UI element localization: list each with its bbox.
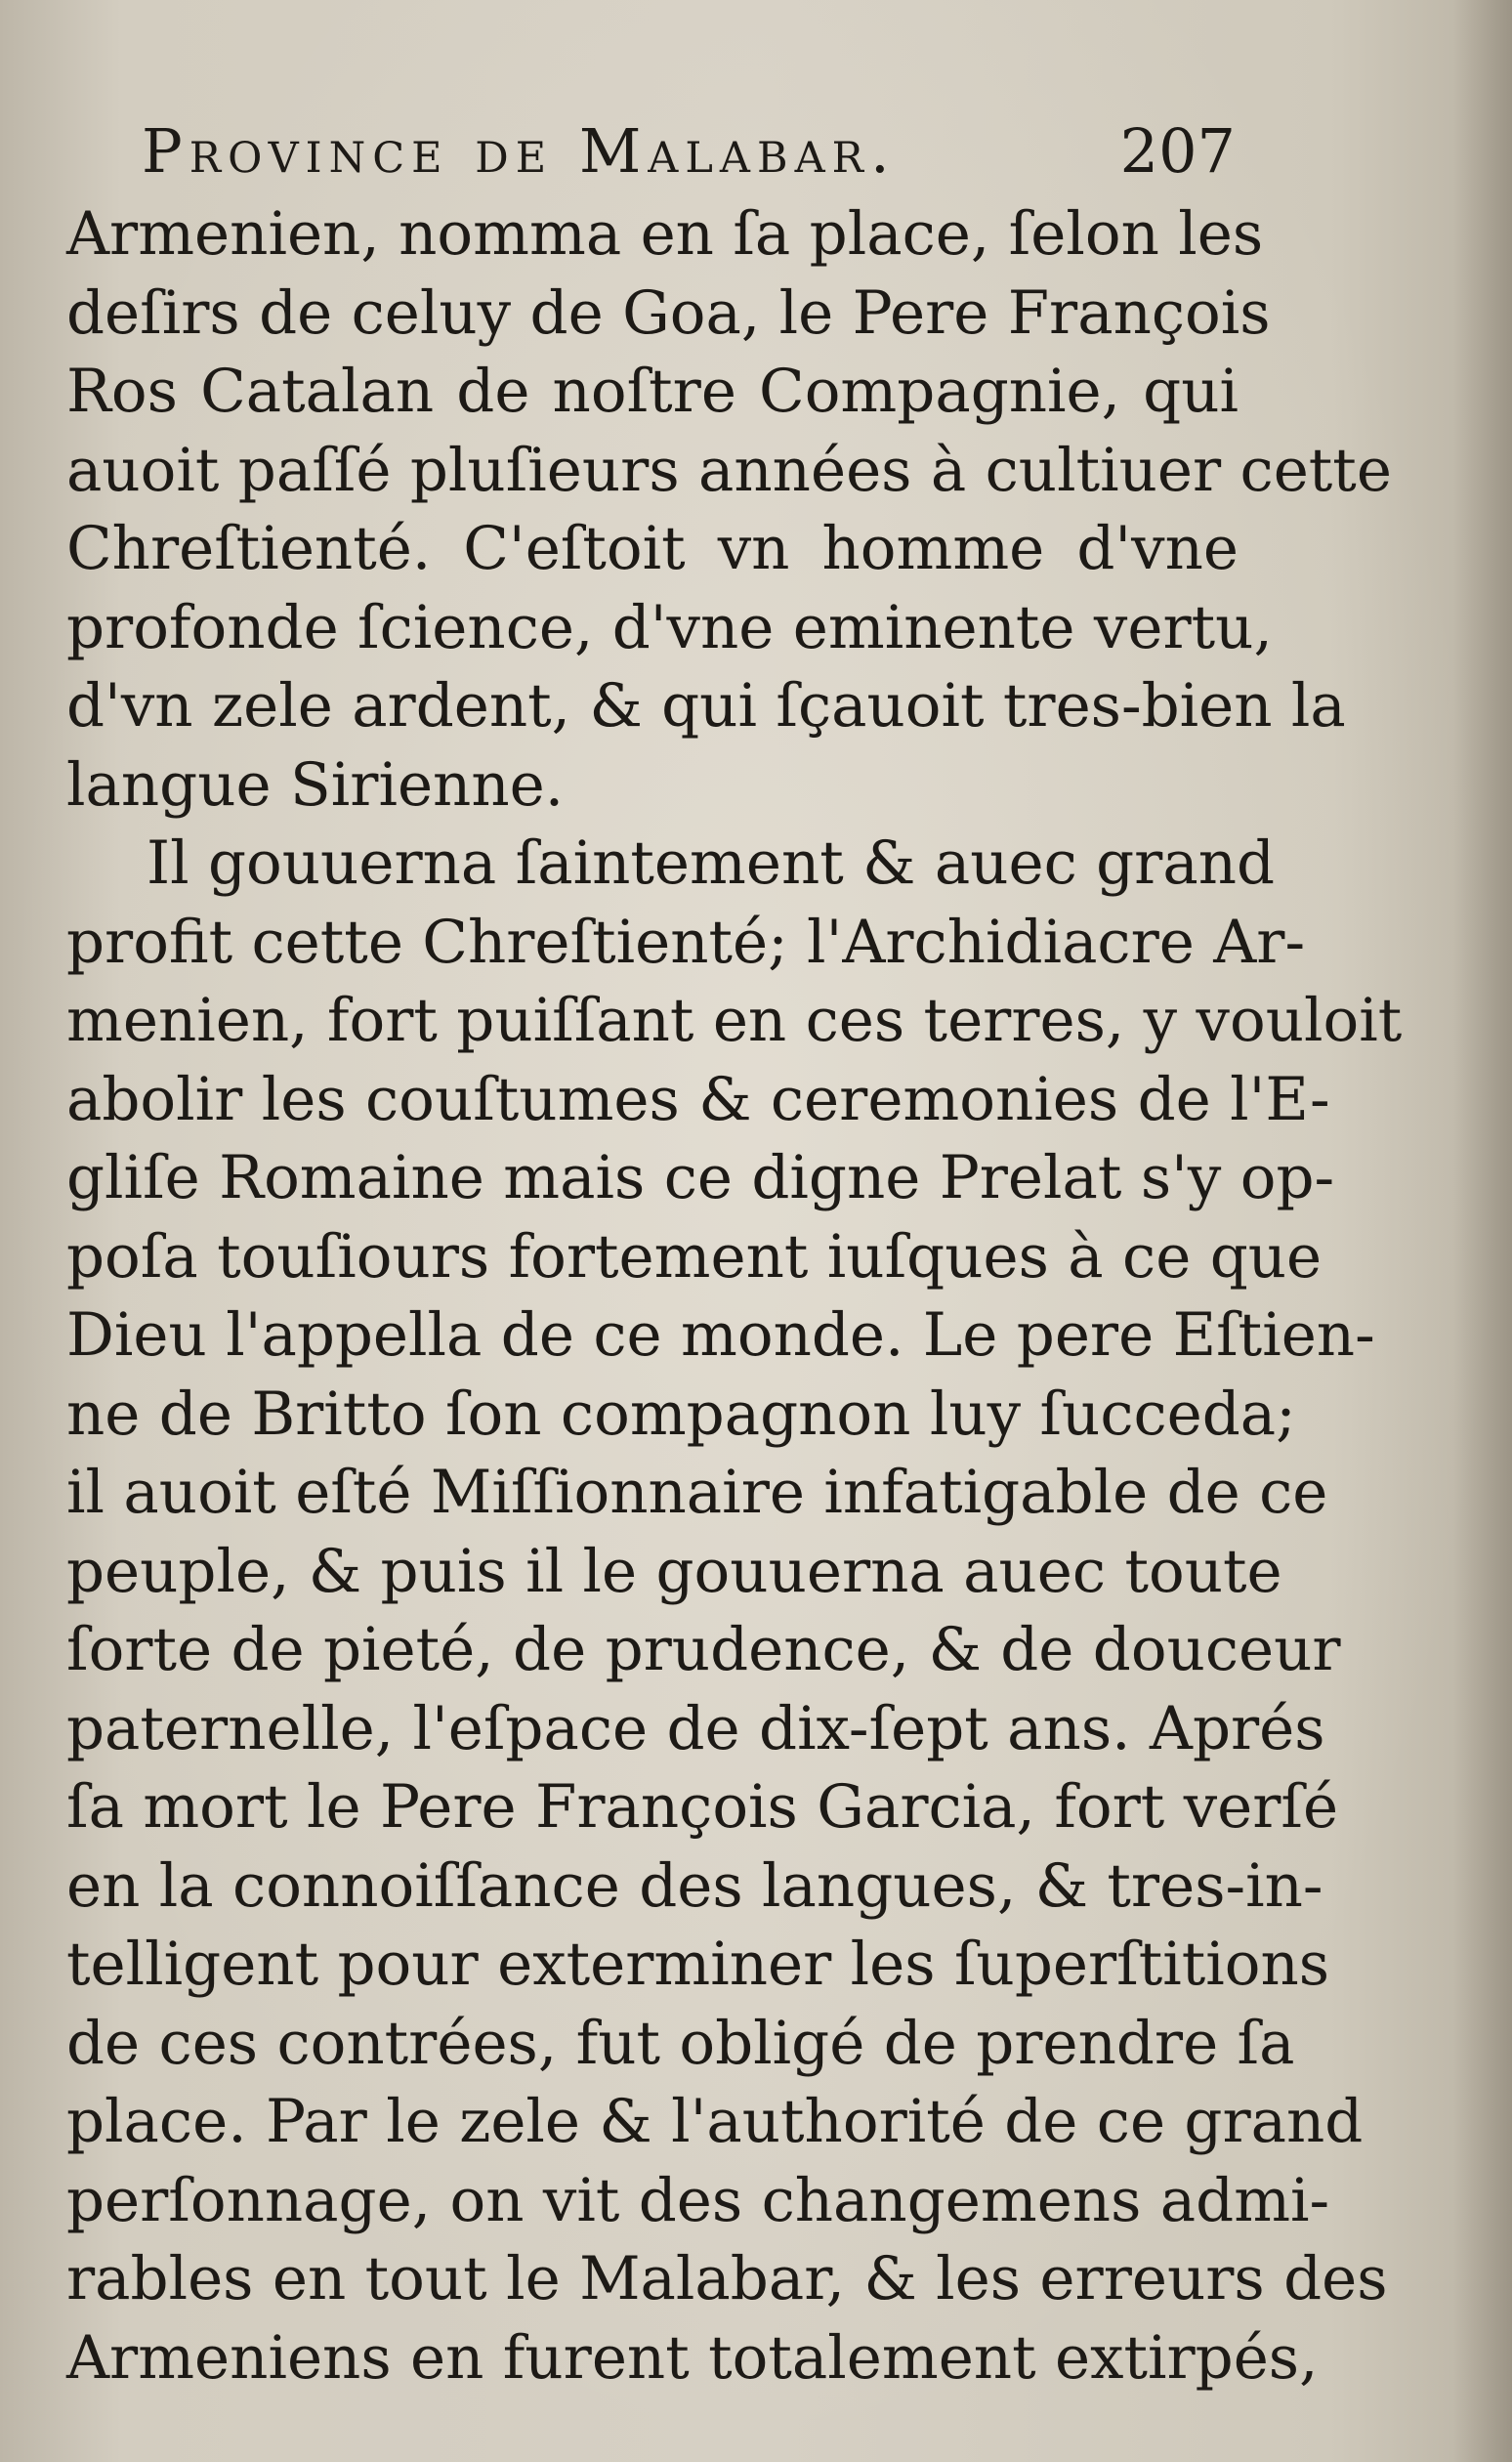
text-line: Il gouuerna ſaintement & auec grand — [147, 828, 1276, 898]
page-edge-shadow — [1453, 0, 1512, 2462]
text-line: de ces contrées, fut obligé de prendre ſa — [66, 2008, 1295, 2078]
text-line: Chreſtienté. C'eſtoit vn homme d'vne — [66, 514, 1239, 583]
text-line: langue Sirienne. — [66, 749, 565, 820]
text-line: Armenien, nomma en ſa place, ſelon les — [66, 199, 1264, 269]
text-line: ſorte de pieté, de prudence, & de douceur — [66, 1615, 1341, 1684]
body-text — [66, 195, 1403, 2398]
text-line: peuple, & puis il le gouuerna auec toute — [66, 1536, 1282, 1606]
text-line: paternelle, l'eſpace de dix-ſept ans. Aprés — [66, 1693, 1325, 1763]
text-line: perſonnage, on vit des changemens admi- — [66, 2165, 1330, 2235]
running-title: Province de Malabar. — [142, 115, 897, 187]
text-line: il auoit eſté Miſſionnaire infatigable de ce — [66, 1458, 1328, 1527]
text-line: poſa touſiours fortement iuſques à ce que — [66, 1221, 1323, 1292]
text-line: Armeniens en furent totalement extirpés, — [66, 2322, 1319, 2393]
text-line: telligent pour exterminer les ſuperſtitions — [66, 1930, 1330, 1999]
text-line: Dieu l'appella de ce monde. Le pere Eſtien- — [66, 1300, 1375, 1370]
text-line: profit cette Chreſtienté; l'Archidiacre Ar- — [66, 907, 1306, 977]
text-line: abolir les couſtumes & ceremonies de l'E- — [66, 1064, 1330, 1134]
text-line: gliſe Romaine mais ce digne Prelat s'y op- — [66, 1143, 1335, 1212]
text-line: auoit paſſé pluſieurs années à cultiuer cette — [66, 435, 1392, 505]
text-line: menien, fort puiſſant en ces terres, y vouloit — [66, 986, 1403, 1055]
text-line: Ros Catalan de noſtre Compagnie, qui — [66, 357, 1239, 426]
text-line: en la connoiſſance des langues, & tres-in- — [66, 1850, 1323, 1921]
text-line: deſirs de celuy de Goa, le Pere François — [66, 277, 1271, 348]
text-line: rables en tout le Malabar, & les erreurs des — [66, 2244, 1388, 2313]
text-line: place. Par le zele & l'authorité de ce grand — [66, 2087, 1364, 2156]
text-line: ſa mort le Pere François Garcia, fort verſé — [66, 1772, 1339, 1842]
text-line: ne de Britto ſon compagnon luy ſucceda; — [66, 1379, 1296, 1449]
page-number: 207 — [1119, 115, 1236, 187]
text-line: d'vn zele ardent, & qui ſçauoit tres-bien la — [66, 671, 1346, 741]
running-header — [142, 115, 1236, 193]
text-line: profonde ſcience, d'vne eminente vertu, — [66, 592, 1273, 662]
